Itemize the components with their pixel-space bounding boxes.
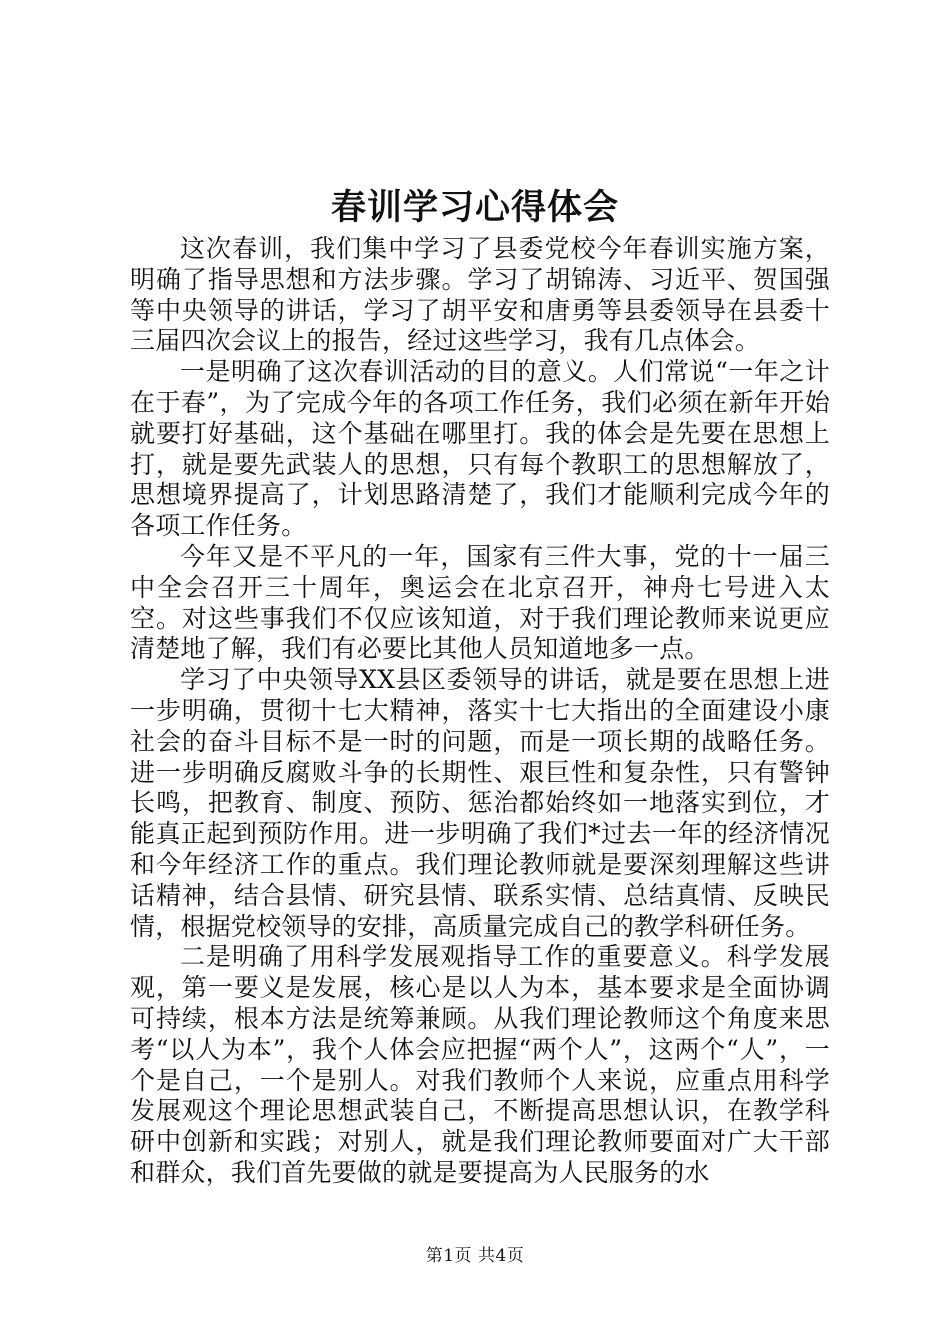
paragraph-2: 一是明确了这次春训活动的目的意义。人们常说“一年之计在于春”，为了完成今年的各项工作任务，我们必须在新年开始就要打好基础，这个基础在哪里打。我的体会是先要在思想上打，就是要先武装人的思想，只有每个教职工的思想解放了，思想境界提高了，计划思路清楚了，我们才能顺利完成今年的各项工作任务。 bbox=[130, 357, 830, 541]
paragraph-4: 学习了中央领导XX县区委领导的讲话，就是要在思想上进一步明确，贯彻十七大精神，落实十七大指出的全面建设小康社会的奋斗目标不是一时的问题，而是一项长期的战略任务。进一步明确反腐败斗争的长期性、艰巨性和复杂性，只有警钟长鸣，把教育、制度、预防、惩治都始终如一地落实到位，才能真正起到预防作用。进一步明确了我们*过去一年的经济情况和今年经济工作的重点。我们理论教师就是要深刻理解这些讲话精神，结合县情、研究县情、联系实情、总结真情、反映民情，根据党校领导的安排，高质量完成自己的教学科研任务。 bbox=[130, 665, 830, 941]
document-body bbox=[130, 234, 830, 1189]
paragraph-3: 今年又是不平凡的一年，国家有三件大事，党的十一届三中全会召开三十周年，奥运会在北京召开，神舟七号进入太空。对这些事我们不仅应该知道，对于我们理论教师来说更应清楚地了解，我们有必要比其他人员知道地多一点。 bbox=[130, 541, 830, 664]
document-title: 春训学习心得体会 bbox=[330, 187, 619, 228]
page-footer: 第1页 共4页 bbox=[425, 1246, 525, 1266]
paragraph-5: 二是明确了用科学发展观指导工作的重要意义。科学发展观，第一要义是发展，核心是以人为本，基本要求是全面协调可持续，根本方法是统筹兼顾。从我们理论教师这个角度来思考“以人为本”，我个人体会应把握“两个人”，这两个“人”，一个是自己，一个是别人。对我们教师个人来说，应重点用科学发展观这个理论思想武装自己，不断提高思想认识，在教学科研中创新和实践；对别人，就是我们理论教师要面对广大干部和群众，我们首先要做的就是要提高为人民服务的水 bbox=[130, 942, 830, 1187]
paragraph-1: 这次春训，我们集中学习了县委党校今年春训实施方案，明确了指导思想和方法步骤。学习了胡锦涛、习近平、贺国强等中央领导的讲话，学习了胡平安和唐勇等县委领导在县委十三届四次会议上的报告，经过这些学习，我有几点体会。 bbox=[130, 234, 830, 356]
